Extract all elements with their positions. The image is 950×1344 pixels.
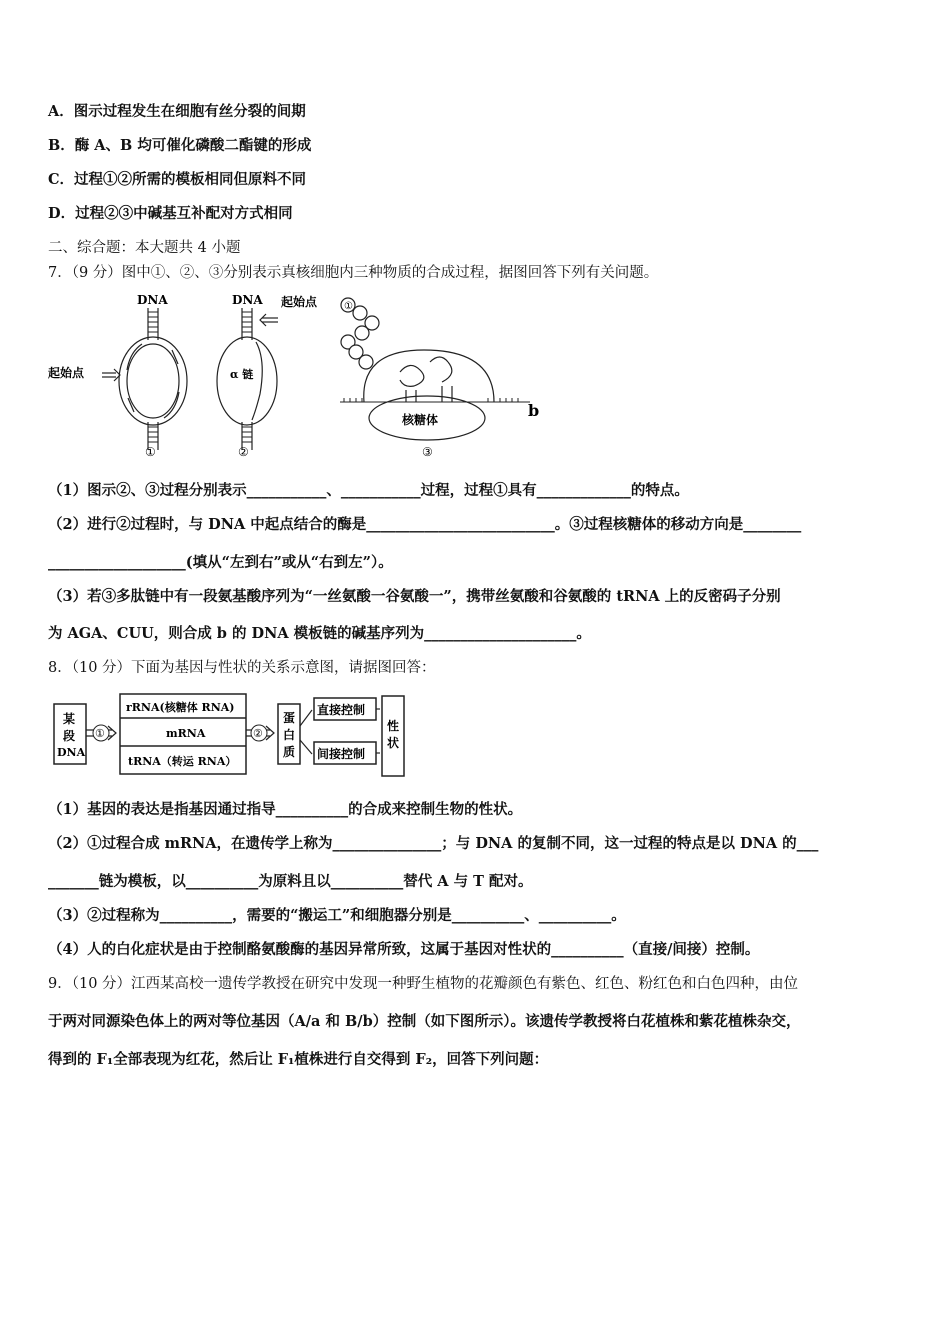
- option-a: A．图示过程发生在细胞有丝分裂的间期: [48, 103, 306, 120]
- fig1-number: ①: [145, 445, 156, 458]
- q9-line3: 得到的 F₁全部表现为红花，然后让 F₁植株进行自交得到 F₂，回答下列问题：: [48, 1051, 549, 1068]
- option-b: B．酶 A、B 均可催化磷酸二酯键的形成: [48, 137, 312, 154]
- fig3-first-amino-acid: ①: [344, 301, 353, 312]
- trna-label: tRNA（转运 RNA）: [128, 755, 237, 768]
- q9-line1: 9．（10 分）江西某高校一遗传学教授在研究中发现一种野生植物的花瓣颜色有紫色、红色、粉红色和白色四种，由位: [48, 976, 799, 992]
- step-2-label: ②: [253, 727, 263, 740]
- q7-stem: 7．（9 分）图中①、②、③分别表示真核细胞内三种物质的合成过程，据图回答下列有关问题。: [48, 265, 659, 281]
- q8-sub1: （1）基因的表达是指基因通过指导__________的合成来控制生物的性状。: [48, 801, 523, 818]
- section-title: 二、综合题：本大题共 4 小题: [48, 240, 241, 256]
- q7-sub2-line2: ___________________(填从“左到右”或从“右到左”）。: [48, 554, 393, 571]
- option-d: D．过程②③中碱基互补配对方式相同: [48, 205, 293, 222]
- q8-sub2-line1: （2）①过程合成 mRNA，在遗传学上称为_______________；与 DNA 的复制不同，这一过程的特点是以 DNA 的___: [48, 835, 819, 852]
- q8-figure: [50, 690, 410, 780]
- mrna-label: mRNA: [166, 727, 206, 740]
- q7-sub3-line1: （3）若③多肽链中有一段氨基酸序列为“一丝氨酸一谷氨酸一”，携带丝氨酸和谷氨酸的 tRNA 上的反密码子分别: [48, 588, 781, 605]
- q8-stem: 8．（10 分）下面为基因与性状的关系示意图，请据图回答：: [48, 660, 436, 676]
- q8-sub4: （4）人的白化症状是由于控制酪氨酸酶的基因异常所致，这属于基因对性状的__________（直接/间接）控制。: [48, 941, 760, 958]
- protein-char-3: 质: [283, 745, 296, 759]
- fig3-ribosome-label: 核糖体: [402, 413, 439, 427]
- q8-sub3: （3）②过程称为__________，需要的“搬运工”和细胞器分别是__________、__________。: [48, 907, 626, 924]
- fig2-dna-label: DNA: [232, 293, 263, 307]
- step-1-label: ①: [95, 727, 105, 740]
- fig2-alpha-chain: α 链: [230, 368, 254, 381]
- trait-char-2: 状: [387, 736, 400, 750]
- dna-box-char-2: 段: [63, 729, 76, 743]
- rrna-label: rRNA(核糖体 RNA): [126, 701, 235, 714]
- direct-control-label: 直接控制: [317, 703, 366, 717]
- q7-figure: [44, 290, 564, 458]
- trait-char-1: 性: [387, 719, 400, 733]
- fig3-mrna: [340, 398, 530, 402]
- fig2-number: ②: [238, 445, 249, 458]
- fig1-replication-bubble: [119, 308, 187, 450]
- dna-box-char-3: DNA: [57, 746, 86, 759]
- q7-sub3-line2: 为 AGA、CUU，则合成 b 的 DNA 模板链的碱基序列为_____________________。: [48, 625, 591, 642]
- option-c: C．过程①②所需的模板相同但原料不同: [48, 171, 307, 188]
- dna-box-char-1: 某: [63, 712, 76, 726]
- indirect-control-label: 间接控制: [317, 747, 366, 761]
- q7-sub1: （1）图示②、③过程分别表示___________、___________过程，过程①具有_____________的特点。: [48, 482, 689, 499]
- fig3-number: ③: [422, 445, 433, 458]
- q8-sub2-line2: _______链为模板，以__________为原料且以__________替代 A 与 T 配对。: [48, 873, 533, 890]
- protein-char-2: 白: [283, 728, 296, 742]
- q7-sub2-line1: （2）进行②过程时，与 DNA 中起点结合的酶是__________________________。③过程核糖体的移动方向是________: [48, 516, 802, 533]
- fig1-dna-label: DNA: [137, 293, 168, 307]
- fig2-origin-label: 起始点: [281, 295, 318, 309]
- fig3-chain-b: b: [528, 401, 540, 420]
- q9-line2: 于两对同源染色体上的两对等位基因（A/a 和 B/b）控制（如下图所示）。该遗传学教授将白花植株和紫花植株杂交，: [48, 1013, 801, 1030]
- protein-char-1: 蛋: [283, 711, 296, 725]
- fig1-origin-label: 起始点: [48, 366, 85, 380]
